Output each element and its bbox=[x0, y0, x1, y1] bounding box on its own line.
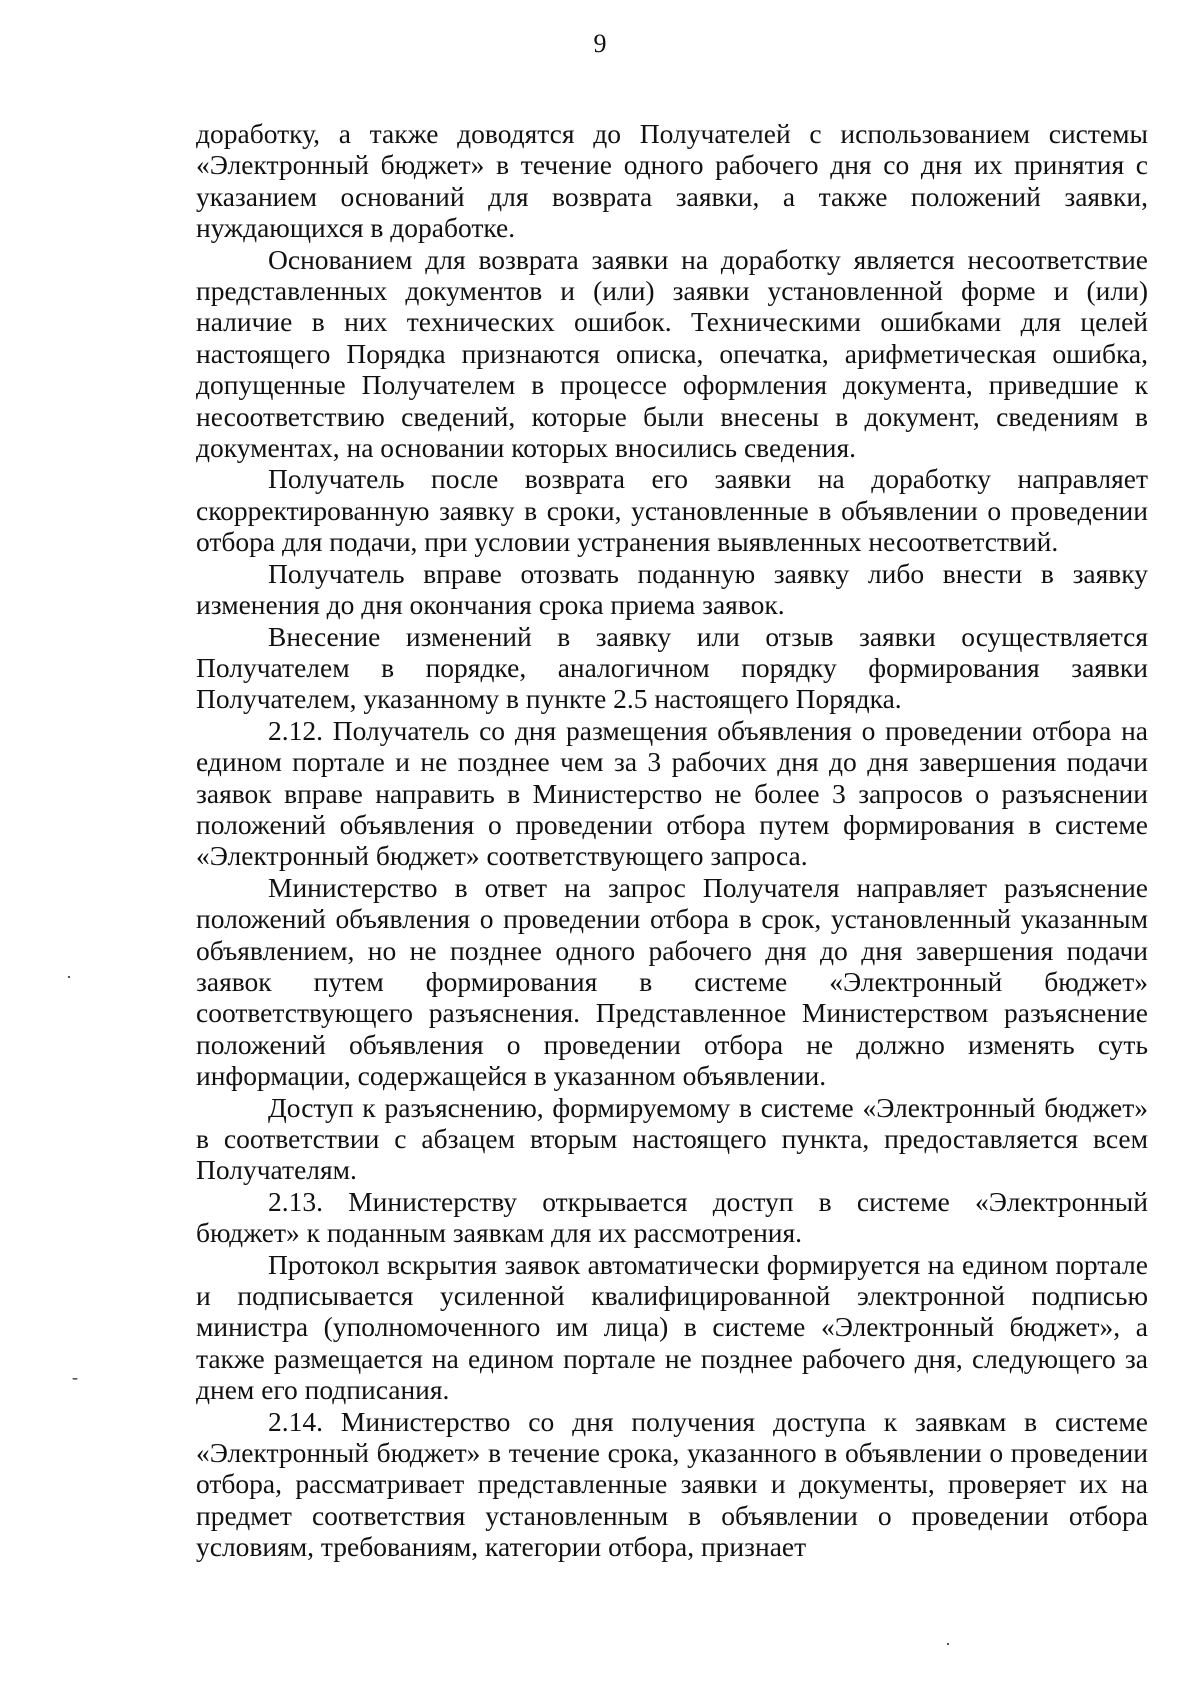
paragraph-continuation: доработку, а также доводятся до Получателей с использованием системы «Электронный бюджет» в течение одного рабочего дня со дня их принятия с указанием оснований для возврата заявки, а также положений заявки, нуждающихся в доработке. bbox=[196, 118, 1148, 244]
paragraph-ministry-response: Министерство в ответ на запрос Получателя направляет разъяснение положений объявления о проведении отбора в срок, установленный указанным объявлением, но не позднее одного рабочего дня до дня завершения подачи заявок путем формирования в системе «Электронный бюджет» соответствующего разъяснения. Представленное Министерством разъяснение положений объявления о проведении отбора не должно изменять суть информации, содержащейся в указанном объявлении. bbox=[196, 871, 1148, 1092]
page-number: 9 bbox=[593, 29, 607, 58]
paragraph-clarification-access: Доступ к разъяснению, формируемому в системе «Электронный бюджет» в соответствии с абзацем вторым настоящего пункта, предоставляется всем Получателям. bbox=[196, 1091, 1148, 1186]
document-body bbox=[196, 118, 1148, 1563]
paragraph-2-13: 2.13. Министерству открывается доступ в системе «Электронный бюджет» к поданным заявкам для их рассмотрения. bbox=[196, 1185, 1148, 1249]
margin-mark: · bbox=[66, 967, 72, 987]
paragraph-return-grounds: Основанием для возврата заявки на доработку является несоответствие представленных документов и (или) заявки установленной форме и (или) наличие в них технических ошибок. Техническими ошибками для целей настоящего Порядка признаются описка, опечатка, арифметическая ошибка, допущенные Получателем в процессе оформления документа, приведшие к несоответствию сведений, которые были внесены в документ, сведениям в документах, на основании которых вносились сведения. bbox=[196, 243, 1148, 464]
paragraph-2-14: 2.14. Министерство со дня получения доступа к заявкам в системе «Электронный бюджет» в течение срока, указанного в объявлении о проведении отбора, рассматривает представленные заявки и документы, проверяет их на предмет соответствия установленным в объявлении о проведении отбора условиям, требованиям, категории отбора, признает bbox=[196, 1405, 1148, 1563]
paragraph-withdrawal: Получатель вправе отозвать поданную заявку либо внести в заявку изменения до дня окончания срока приема заявок. bbox=[196, 557, 1148, 621]
paragraph-resubmission: Получатель после возврата его заявки на доработку направляет скорректированную заявку в сроки, установленные в объявлении о проведении отбора для подачи, при условии устранения выявленных несоответствий. bbox=[196, 463, 1148, 558]
paragraph-opening-protocol: Протокол вскрытия заявок автоматически формируется на едином портале и подписывается усиленной квалифицированной электронной подписью министра (уполномоченного им лица) в системе «Электронный бюджет», а также размещается на едином портале не позднее рабочего дня, следующего за днем его подписания. bbox=[196, 1248, 1148, 1406]
margin-mark: ‐ bbox=[72, 1367, 78, 1387]
paragraph-amendments: Внесение изменений в заявку или отзыв заявки осуществляется Получателем в порядке, аналогичном порядку формирования заявки Получателем, указанному в пункте 2.5 настоящего Порядка. bbox=[196, 620, 1148, 715]
paragraph-2-12: 2.12. Получатель со дня размещения объявления о проведении отбора на едином портале и не позднее чем за 3 рабочих дня до дня завершения подачи заявок вправе направить в Министерство не более 3 запросов о разъяснении положений объявления о проведении отбора путем формирования в системе «Электронный бюджет» соответствующего запроса. bbox=[196, 714, 1148, 872]
margin-mark: · bbox=[945, 1634, 951, 1654]
